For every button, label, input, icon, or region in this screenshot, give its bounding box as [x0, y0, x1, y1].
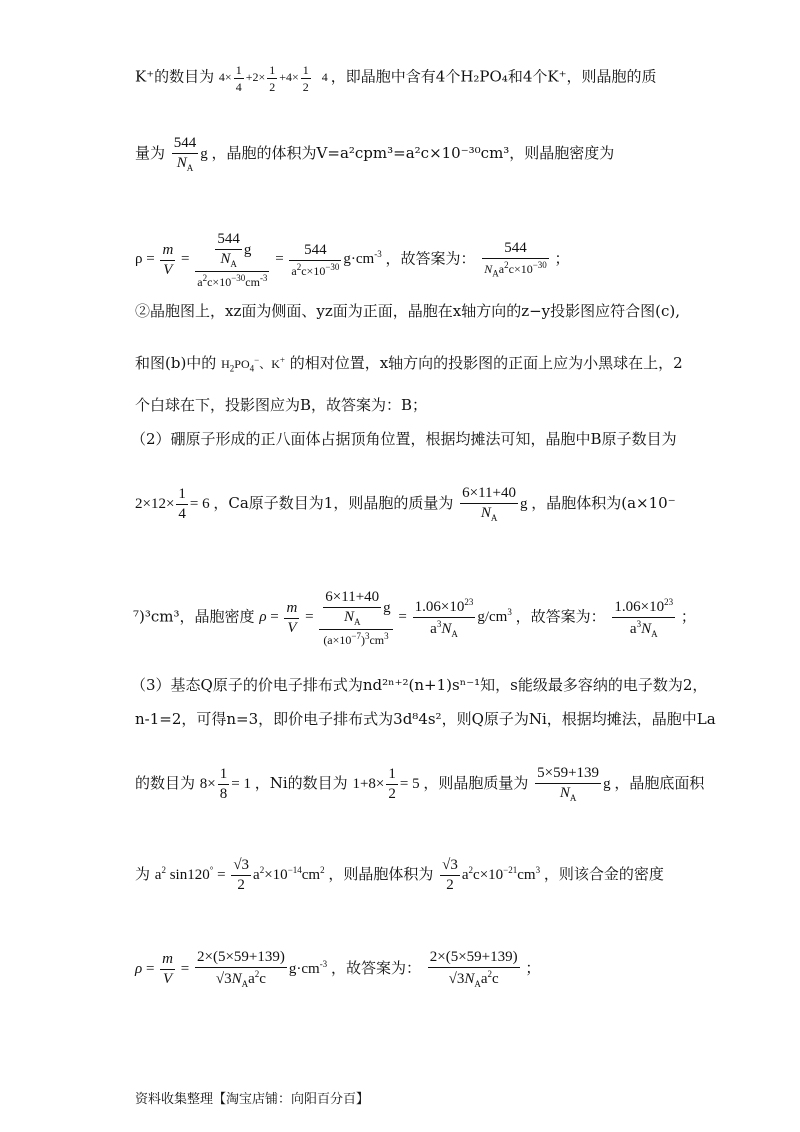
formula-mass-cab6: $\frac{6\times 11+40}{N_A}$ g [462, 485, 532, 523]
text-ni-intro: ，Ni的数目为 [254, 773, 348, 792]
formula-volume-3: $\frac{√3}{2}$ $a^2c\times 10^{-21}cm^3$ [442, 857, 541, 893]
text-fig-b-intro: 和图(b)中的 [135, 354, 217, 372]
formula-density-1: ρ = $\frac{m}{V}$ = $\frac{544}{N_A}$ g $a^2c\times 10^{-30}cm^{-3}$ = $\frac{544}{a^2c\times 10^{-30}}$ $g\cdot cm^{-3}$ [135, 231, 382, 289]
formula-area: $a^2$ sin120° = $\frac{√3}{2}$ $a^2\times 10^{-14}cm^2$ [154, 857, 325, 893]
formula-answer-2: $\frac{1.06\times 10^{23}}{a^3N_A}$ [614, 596, 674, 639]
text-answer-label-1: ，故答案为： [385, 249, 476, 268]
text-semicolon-2: ； [680, 607, 696, 626]
formula-b-count: 2×12× $\frac{1}{4}$ = 6 [135, 486, 214, 522]
formula-density-2: ρ = $\frac{m}{V}$ = $\frac{6\times 11+40}{N_A}$ g $(a\times 10^{-7})^3cm^3$ = $\frac{1.06\times 10^{23}}{a^3N_A}$ $g/cm^3$ [259, 589, 512, 647]
line-2 [135, 136, 614, 173]
text-projection: 的相对位置，x轴方向的投影图的正面上应为小黑球在上，2 [289, 354, 683, 372]
formula-la-count: 8× $\frac{1}{8}$ = 1 [199, 766, 255, 802]
formula-answer-1: $\frac{544}{N_Aa^2c\times 10^{-30}}$ [484, 240, 547, 279]
text-base-area: ，晶胞底面积 [614, 773, 705, 792]
line-8 [135, 486, 676, 523]
line-12 [135, 766, 704, 803]
formula-answer-3: $\frac{2\times(5\times 59+139)}{√3N_Aa^2c}$ [429, 949, 518, 989]
page-footer: 资料收集整理【淘宝店铺：向阳百分百】 [135, 1092, 370, 1107]
text-semicolon-1: ； [554, 249, 570, 268]
formula-density-3: ρ = $\frac{m}{V}$ = $\frac{2\times(5\times 59+139)}{√3N_Aa^2c}$ $g\cdot cm^{-3}$ [135, 949, 328, 989]
text-answer-label-3: ，故答案为： [330, 958, 421, 977]
line-1 [135, 64, 657, 93]
text-la-intro: 的数目为 [135, 773, 196, 792]
line-14 [135, 950, 540, 989]
text-alloy-density: ，则该合金的密度 [543, 864, 664, 883]
text-k-count-intro: K⁺的数目为 [135, 67, 215, 86]
text-wei: 为 [135, 864, 151, 883]
text-answer-label-2: ，故答案为： [515, 607, 606, 626]
line-9 [133, 590, 696, 646]
text-volume-intro-3: ，则晶胞体积为 [328, 864, 434, 883]
text-semicolon-3: ； [525, 958, 541, 977]
line-11: n-1=2，可得n=3，即价电子排布式为3d⁸4s²，则Q原子为Ni，根据均摊法，晶胞中La [135, 710, 716, 728]
text-density-label: ⁷)³cm³，晶胞密度 [133, 607, 255, 626]
line-13 [135, 858, 664, 893]
line-5 [135, 356, 683, 373]
text-volume: ，晶胞的体积为V=a²cpm³=a²c×10⁻³⁰cm³，则晶胞密度为 [211, 143, 615, 162]
line-6: 个白球在下，投影图应为B，故答案为：B； [135, 396, 428, 414]
text-mass-intro: 量为 [135, 143, 166, 162]
line-3 [135, 232, 570, 288]
line-4: ②晶胞图上，xz面为侧面、yz面为正面，晶胞在x轴方向的z−y投影图应符合图(c), [135, 302, 681, 320]
line-7: （2）硼原子形成的正八面体占据顶角位置，根据均摊法可知，晶胞中B原子数目为 [131, 430, 677, 448]
formula-k-count: 4× $\frac{1}{4}$ +2× $\frac{1}{2}$ +4× $\frac{1}{2}$ 4 [218, 63, 331, 94]
formula-mass-544: $\frac{544}{N_A}$ g [173, 135, 212, 173]
formula-mass-lani: $\frac{5\times 59+139}{N_A}$ g [537, 765, 615, 803]
line-10: （3）基态Q原子的价电子排布式为nd²ⁿ⁺²(n+1)sⁿ⁻¹知，s能级最多容纳的电子数为2， [131, 676, 708, 694]
formula-ni-count: 1+8× $\frac{1}{2}$ = 5 [352, 766, 424, 802]
formula-ions: $H_2PO_4^-$、K+ [221, 355, 285, 374]
text-mass-intro-3: ，则晶胞质量为 [423, 773, 529, 792]
text-k-count-rest: ，即晶胞中含有4个H₂PO₄和4个K⁺，则晶胞的质 [330, 67, 657, 86]
text-volume-2: ，晶胞体积为(a×10⁻ [531, 493, 676, 512]
text-ca-count: ，Ca原子数目为1，则晶胞的质量为 [213, 493, 454, 512]
